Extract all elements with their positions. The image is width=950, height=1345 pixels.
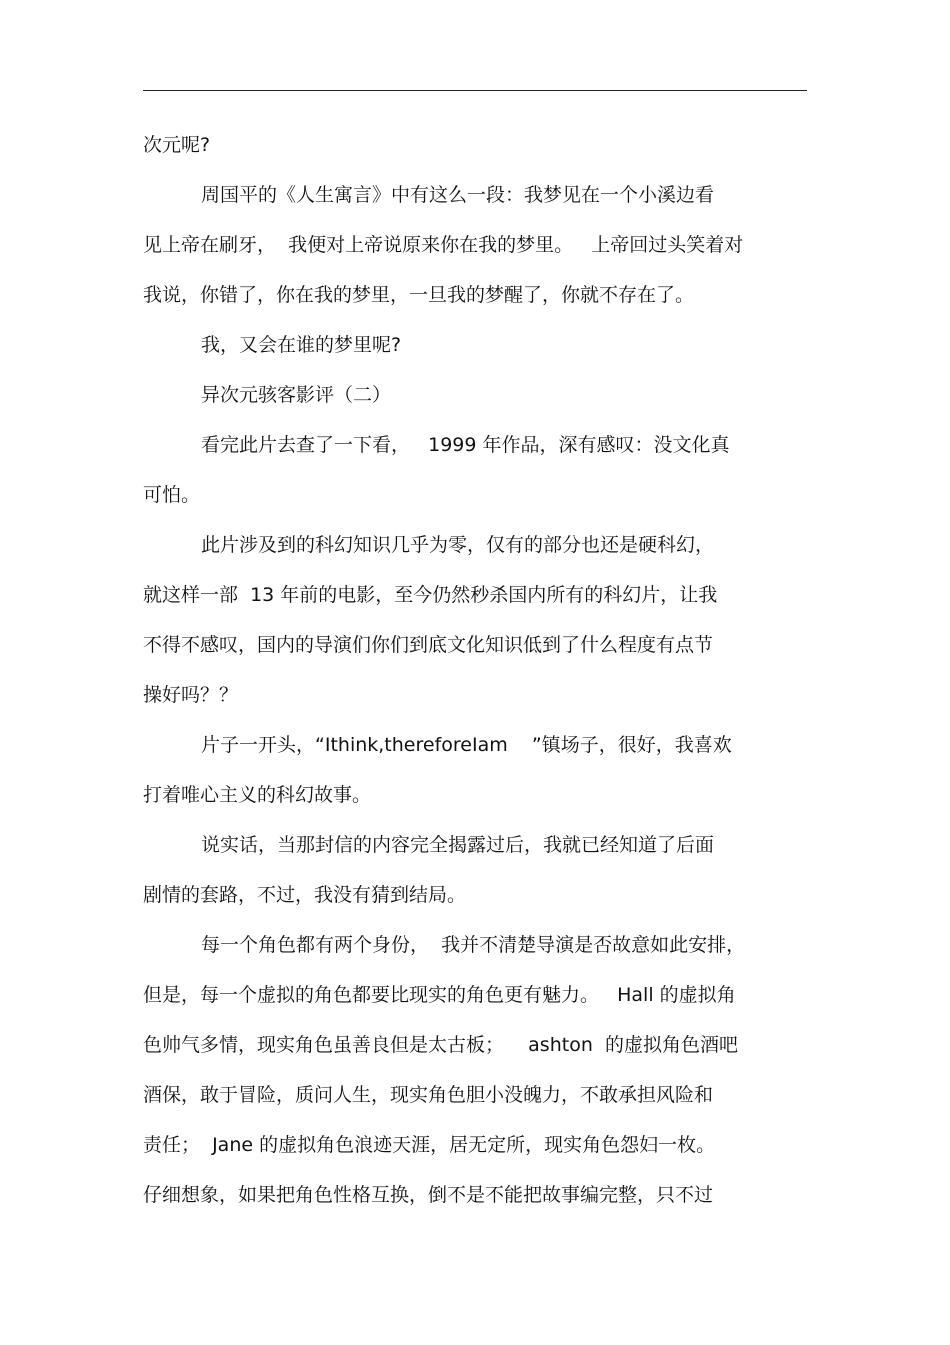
- header-rule: [143, 90, 807, 91]
- text-line: 打着唯心主义的科幻故事。: [143, 784, 372, 806]
- text-line: 不得不感叹，国内的导演们你们到底文化知识低到了什么程度有点节: [143, 634, 714, 656]
- text-line: 我，又会在谁的梦里呢?: [201, 334, 402, 356]
- text-line: 酒保，敢于冒险，质问人生，现实角色胆小没魄力，不敢承担风险和: [143, 1084, 714, 1106]
- section-heading: 异次元骇客影评（二）: [201, 384, 392, 406]
- text-line: 可怕。: [143, 484, 201, 506]
- text-line: 责任； Jane 的虚拟角色浪迹天涯，居无定所，现实角色怨妇一枚。: [143, 1134, 716, 1156]
- text-line: 我说，你错了，你在我的梦里，一旦我的梦醒了，你就不存在了。: [143, 284, 695, 306]
- text-line: 片子一开头，“Ithink,thereforeIam ”镇场子，很好，我喜欢: [201, 734, 732, 756]
- text-line: 但是，每一个虚拟的角色都要比现实的角色更有魅力。 Hall 的虚拟角: [143, 984, 736, 1006]
- text-line: 剧情的套路，不过，我没有猜到结局。: [143, 884, 467, 906]
- text-line: 色帅气多情，现实角色虽善良但是太古板； ashton 的虚拟角色酒吧: [143, 1034, 738, 1056]
- text-line: 次元呢?: [143, 134, 211, 156]
- text-line: 看完此片去查了一下看， 1999 年作品，深有感叹：没文化真: [201, 434, 730, 456]
- text-line: 见上帝在刷牙， 我便对上帝说原来你在我的梦里。 上帝回过头笑着对: [143, 234, 744, 256]
- text-line: 操好吗？？: [143, 684, 239, 706]
- text-line: 仔细想象，如果把角色性格互换，倒不是不能把故事编完整，只不过: [143, 1184, 714, 1206]
- text-line: 周国平的《人生寓言》中有这么一段：我梦见在一个小溪边看: [201, 184, 715, 206]
- text-line: 说实话，当那封信的内容完全揭露过后，我就已经知道了后面: [201, 834, 715, 856]
- text-line: 就这样一部 13 年前的电影，至今仍然秒杀国内所有的科幻片，让我: [143, 584, 718, 606]
- text-line: 每一个角色都有两个身份， 我并不清楚导演是否故意如此安排，: [201, 934, 746, 956]
- text-line: 此片涉及到的科幻知识几乎为零，仅有的部分也还是硬科幻，: [201, 534, 715, 556]
